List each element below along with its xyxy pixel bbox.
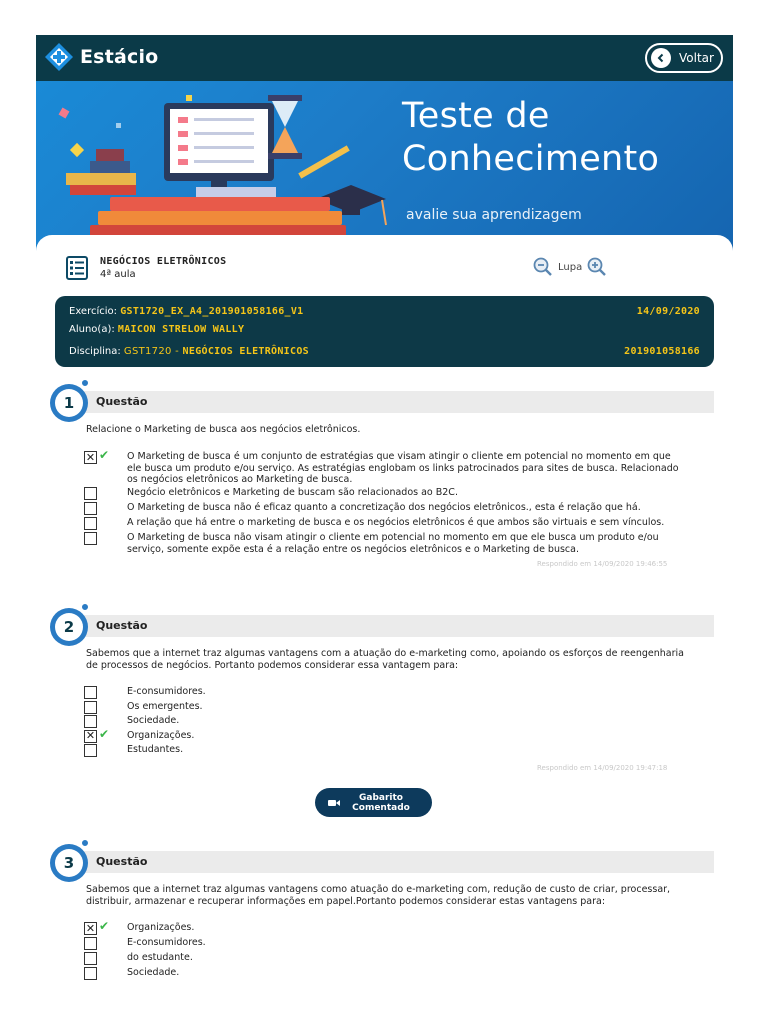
option-checkbox[interactable] <box>84 952 97 965</box>
hero-title <box>402 95 659 181</box>
option-text: A relação que há entre o marketing de busca e os negócios eletrônicos é que ambos são virtuais e sem vínculos. <box>127 517 665 528</box>
question-2-options <box>84 686 704 759</box>
option-text: Estudantes. <box>127 744 184 755</box>
option-text: Os emergentes. <box>127 700 203 712</box>
brand-name: Estácio <box>80 46 159 68</box>
option[interactable] <box>84 448 704 487</box>
option[interactable] <box>84 532 704 556</box>
option[interactable] <box>84 744 704 759</box>
option[interactable] <box>84 715 704 730</box>
gabarito-label: Gabarito Comentado <box>352 792 410 813</box>
option-text: O Marketing de busca não é eficaz quanto a concretização dos negócios eletrônicos., esta é relação que há. <box>127 502 641 513</box>
option-checkbox[interactable] <box>84 502 97 515</box>
question-2-label: Questão <box>96 619 148 632</box>
question-1-options <box>84 448 704 556</box>
student-label: Aluno(a): <box>69 324 115 335</box>
question-1-badge <box>50 378 96 424</box>
video-camera-icon <box>328 799 340 807</box>
question-3-text: Sabemos que a internet traz algumas vantagens como atuação do e-marketing com, redução de custo de criar, processar, distribuir, armazenar e recuperar informações em papel.Portanto podemos considerar estas vantagens para: <box>86 884 671 907</box>
estacio-logo-icon <box>44 42 74 72</box>
checkmark-icon: ✔ <box>99 919 110 933</box>
question-2-header <box>58 615 714 637</box>
option-text: do estudante. <box>127 952 193 963</box>
student-row <box>69 324 700 335</box>
exercise-date: 14/09/2020 <box>636 306 700 317</box>
question-2-number: 2 <box>55 613 83 641</box>
option-checkbox[interactable] <box>84 487 97 500</box>
exercise-label: Exercício: <box>69 306 118 317</box>
registration-number: 201901058166 <box>624 346 700 357</box>
question-1-text: Relacione o Marketing de busca aos negócios eletrônicos. <box>86 424 361 435</box>
hero-illustration <box>46 87 406 247</box>
student-name: MAICON STRELOW WALLY <box>117 324 245 335</box>
question-1-label: Questão <box>96 395 148 408</box>
option-text: E-consumidores. <box>127 937 206 948</box>
option[interactable] <box>84 686 704 701</box>
option[interactable] <box>84 502 704 517</box>
option[interactable] <box>84 487 704 502</box>
lesson-number: 4ª aula <box>100 269 136 280</box>
question-2-badge <box>50 602 96 648</box>
hero-title-line2: Conhecimento <box>402 139 660 179</box>
option-checkbox[interactable] <box>84 715 97 728</box>
zoom-label: Lupa <box>558 261 583 273</box>
option-text: O Marketing de busca é um conjunto de estratégias que visam atingir o cliente em potencial no momento em que ele busca um produto e/ou serviço. As estratégias englobam os links patrocinados para sites de busca. Relacionado os negócios eletrônicos ao Marketing de busca. <box>127 451 679 485</box>
exercise-info-panel <box>55 296 714 367</box>
subject-title: NEGÓCIOS ELETRÔNICOS <box>100 256 227 267</box>
option[interactable] <box>84 952 704 967</box>
chevron-left-icon <box>651 48 671 68</box>
question-3-number: 3 <box>55 849 83 877</box>
option-text: Negócio eletrônicos e Marketing de buscam são relacionados ao B2C. <box>127 487 458 498</box>
gabarito-comentado-button[interactable] <box>315 788 432 817</box>
zoom-out-icon[interactable] <box>533 257 553 277</box>
option-text: Organizações. <box>127 729 195 741</box>
option-checkbox[interactable] <box>84 517 97 530</box>
discipline-code: GST1720 <box>123 346 172 357</box>
discipline-label: Disciplina: <box>69 346 121 357</box>
hero-curve <box>36 235 733 251</box>
option-checkbox-checked[interactable]: ✕ <box>85 450 96 464</box>
checkmark-icon: ✔ <box>99 448 110 462</box>
option-checkbox-checked[interactable]: ✕ <box>85 921 96 935</box>
discipline-name: NEGÓCIOS ELETRÔNICOS <box>182 346 309 357</box>
option-checkbox[interactable] <box>84 967 97 980</box>
option[interactable] <box>84 517 704 532</box>
option-checkbox[interactable] <box>84 744 97 757</box>
question-3-badge <box>50 838 96 884</box>
exercise-code: GST1720_EX_A4_201901058166_V1 <box>120 306 304 317</box>
question-1-header <box>58 391 714 413</box>
hero-banner <box>36 81 733 251</box>
option-checkbox[interactable] <box>84 686 97 699</box>
option-text: Organizações. <box>127 922 195 933</box>
back-button-label: Voltar <box>679 51 714 65</box>
exercise-row <box>69 306 700 317</box>
option[interactable] <box>84 726 704 745</box>
discipline-row <box>69 346 700 357</box>
zoom-controls <box>533 257 607 277</box>
hero-subtitle: avalie sua aprendizagem <box>406 207 582 223</box>
option[interactable] <box>84 701 704 716</box>
brand-logo[interactable] <box>44 42 158 72</box>
option-text: Sociedade. <box>127 967 180 978</box>
option-checkbox[interactable] <box>84 937 97 950</box>
option[interactable] <box>84 919 704 937</box>
option[interactable] <box>84 967 704 982</box>
question-3-label: Questão <box>96 855 148 868</box>
option-text: E-consumidores. <box>127 686 206 697</box>
option-checkbox-checked[interactable]: ✕ <box>85 729 96 742</box>
top-bar <box>36 35 733 81</box>
question-2-answered-time: Respondido em 14/09/2020 19:47:18 <box>537 764 668 772</box>
question-2-text: Sabemos que a internet traz algumas vantagens com a atuação do e-marketing como, apoiando os esforços de reengenharia de processos de negócios. Portanto podemos considerar essa vantagem para: <box>86 648 684 671</box>
question-1-answered-time: Respondido em 14/09/2020 19:46:55 <box>537 560 668 568</box>
discipline-separator: - <box>171 346 183 357</box>
question-3-options <box>84 919 704 982</box>
zoom-in-icon[interactable] <box>587 257 607 277</box>
question-3-header <box>58 851 714 873</box>
checkmark-icon: ✔ <box>99 726 110 741</box>
option-text: Sociedade. <box>127 715 180 726</box>
hero-title-line1: Teste de <box>402 96 550 136</box>
option[interactable] <box>84 937 704 952</box>
option-text: O Marketing de busca não visam atingir o cliente em potencial no momento em que ele busca um produto e/ou serviço, somente expõe esta é a relação entre os negócios eletrônicos e o Marketing de busca. <box>127 532 659 555</box>
back-button[interactable] <box>645 43 723 73</box>
question-1-number: 1 <box>55 389 83 417</box>
option-checkbox[interactable] <box>84 532 97 545</box>
document-list-icon <box>66 256 88 280</box>
option-checkbox[interactable] <box>84 701 97 714</box>
subject-header <box>66 256 226 280</box>
